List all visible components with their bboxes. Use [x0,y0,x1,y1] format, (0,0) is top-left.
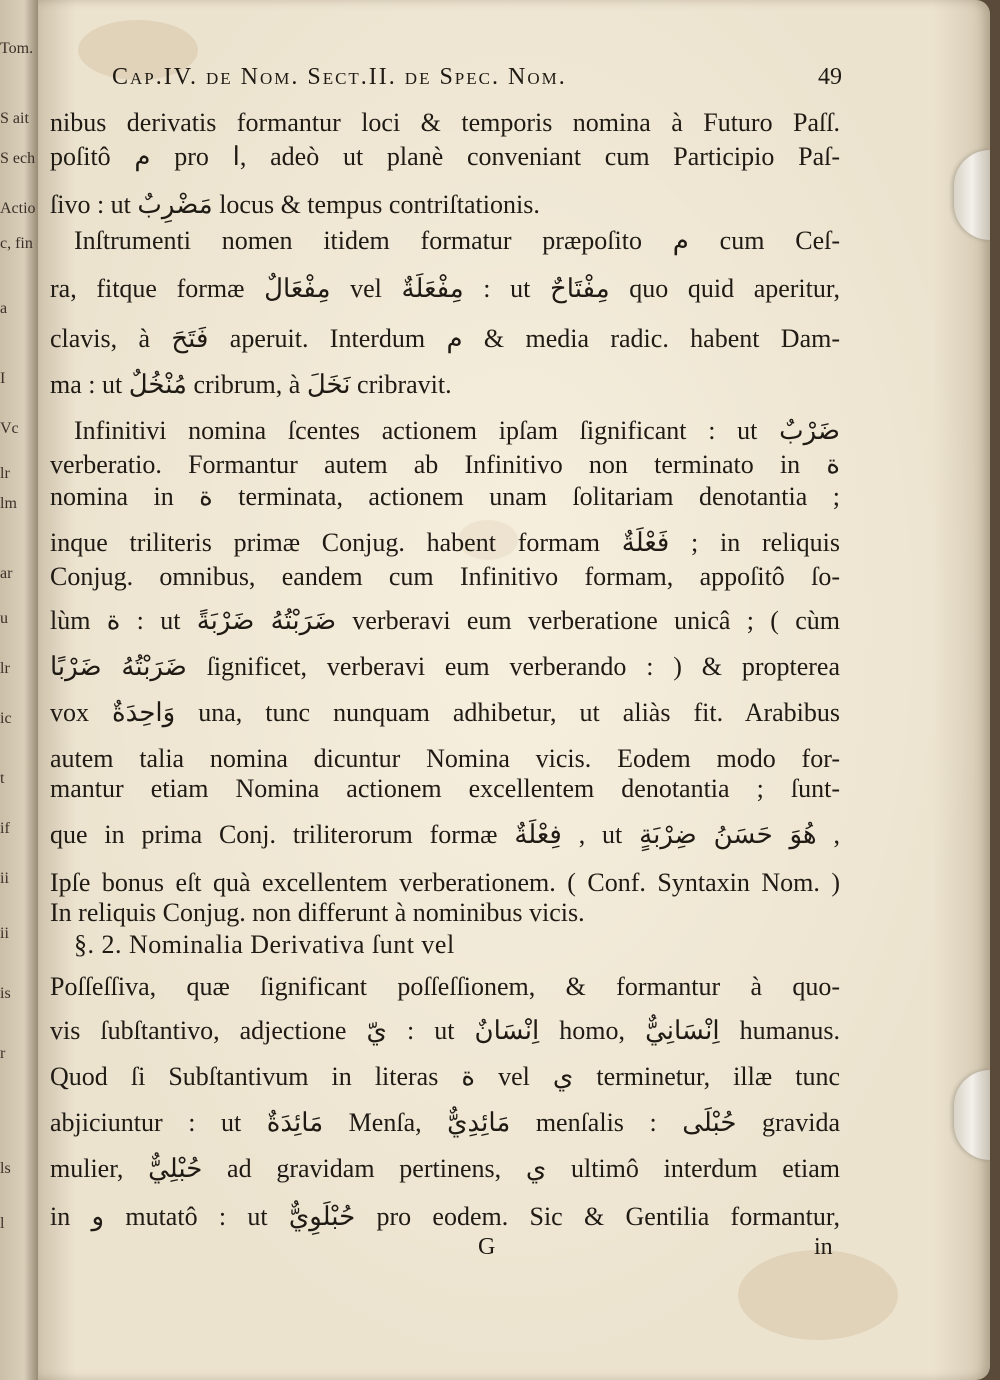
text-line: ra, fitque formæ مِفْعَالٌ vel مِفْعَلَةٌ : ut مِفْتَاحٌ quo quid aperitur, [50,274,840,303]
text-line: vis ſubſtantivo, adjectione يّ : ut اِنْسَانٌ homo, اِنْسَانِيٌّ humanus. [50,1016,840,1045]
text-line: Infinitivi nomina ſcentes actionem ipſam ſignificant : ut ضَرْبٌ [74,416,840,445]
running-title: Cap.IV. de Nom. Sect.II. de Spec. Nom. [112,64,567,90]
text-line: nomina in ة terminata, actionem unam ſolitariam denotantia ; [50,482,840,511]
facing-page-fragment: ic [0,710,12,727]
paper-stain [738,1250,898,1340]
text-line: vox وَاحِدَةٌ una, tunc nunquam adhibetur, ut aliàs fit. Arabibus [50,698,841,727]
facing-page-fragment: ii [0,870,9,887]
facing-page-fragment: Tom. [0,40,34,57]
text-line: inque triliteris primæ Conjug. habent formam فَعْلَةٌ ; in reliquis [50,528,841,557]
page-clip [954,150,990,240]
text-line: Inſtrumenti nomen itidem formatur præpoſito م cum Ceſ- [74,226,841,255]
text-line: Conjug. omnibus, eandem cum Infinitivo formam, appoſitô ſo- [50,562,840,591]
running-header [112,64,842,98]
text-line: ſivo : ut مَضْرِبٌ locus & tempus contriſtationis. [50,190,540,219]
text-line: mulier, حُبْلِيٌّ ad gravidam pertinens, ي ultimô interdum etiam [50,1154,841,1183]
facing-page-fragment: is [0,985,11,1002]
text-line: mantur etiam Nomina actionem excellentem denotantia ; ſunt- [50,774,840,803]
text-line: verberatio. Formantur autem ab Infinitivo non terminato in ة [50,450,840,479]
signature-mark: G [478,1234,496,1260]
text-line: autem talia nomina dicuntur Nomina vicis. Eodem modo for- [50,744,840,773]
facing-page-fragment: u [0,610,8,627]
facing-page-fragment: lm [0,495,17,512]
facing-page-fragment: ls [0,1160,11,1177]
facing-page-fragment: l [0,1215,5,1232]
text-line: nibus derivatis formantur loci & temporis nomina à Futuro Paſſ. [50,108,840,137]
facing-page-fragment: Vc [0,420,19,437]
text-line: in و mutatô : ut حُبْلَوِيٌّ pro eodem. Sic & Gentilia formantur, [50,1202,840,1231]
text-line: In reliquis Conjug. non differunt à nominibus vicis. [50,898,585,927]
facing-page-fragment: c, fin [0,235,33,252]
text-line: clavis, à فَتَحَ aperuit. Interdum م & media radic. habent Dam- [50,324,841,353]
text-line: ma : ut مُنْخُلٌ cribrum, à نَخَلَ cribravit. [50,370,452,399]
catchword: in [814,1234,833,1260]
text-line: ضَرَبْتُهُ ضَرْبًا ſignificet, verberavi eum verberando : ) & propterea [50,652,840,681]
page-clip [954,1070,990,1160]
page-number: 49 [818,64,842,90]
text-line: poſitô م pro ا, adeò ut planè conveniant cum Participio Paſ- [50,142,840,171]
facing-page-fragment: S ait [0,110,29,127]
facing-page-fragment: r [0,1045,6,1062]
facing-page-fragment: ar [0,565,13,582]
text-line: Poſſeſſiva, quæ ſignificant poſſeſſionem, & formantur à quo- [50,972,840,1001]
facing-page-edge [0,0,40,1380]
facing-page-fragment: lr [0,660,10,677]
text-line: lùm ة : ut ضَرَبْتُهُ ضَرْبَةً verberavi eum verberatione unicâ ; ( cùm [50,606,841,635]
facing-page-fragment: t [0,770,5,787]
text-line: que in prima Conj. triliterorum formæ فِعْلَةٌ , ut هُوَ حَسَنُ ضِرْبَةٍ , [50,820,841,849]
facing-page-fragment: I [0,370,6,387]
text-line: Ipſe bonus eſt quà excellentem verberationem. ( Conf. Syntaxin Nom. ) [50,868,840,897]
facing-page-fragment: if [0,820,10,837]
facing-page-fragment: a [0,300,8,317]
text-line: abjiciuntur : ut مَائِدَةٌ Menſa, مَائِدِيٌّ menſalis : حُبْلَى gravida [50,1108,840,1137]
facing-page-fragment: ii [0,925,9,942]
facing-page-fragment: Actio [0,200,36,217]
facing-page-fragment: S ech [0,150,36,167]
facing-page-fragment: lr [0,465,10,482]
section-heading: §. 2. Nominalia Derivativa ſunt vel [74,930,455,959]
text-line: Quod ſi Subſtantivum in literas ة vel ي terminetur, illæ tunc [50,1062,840,1091]
